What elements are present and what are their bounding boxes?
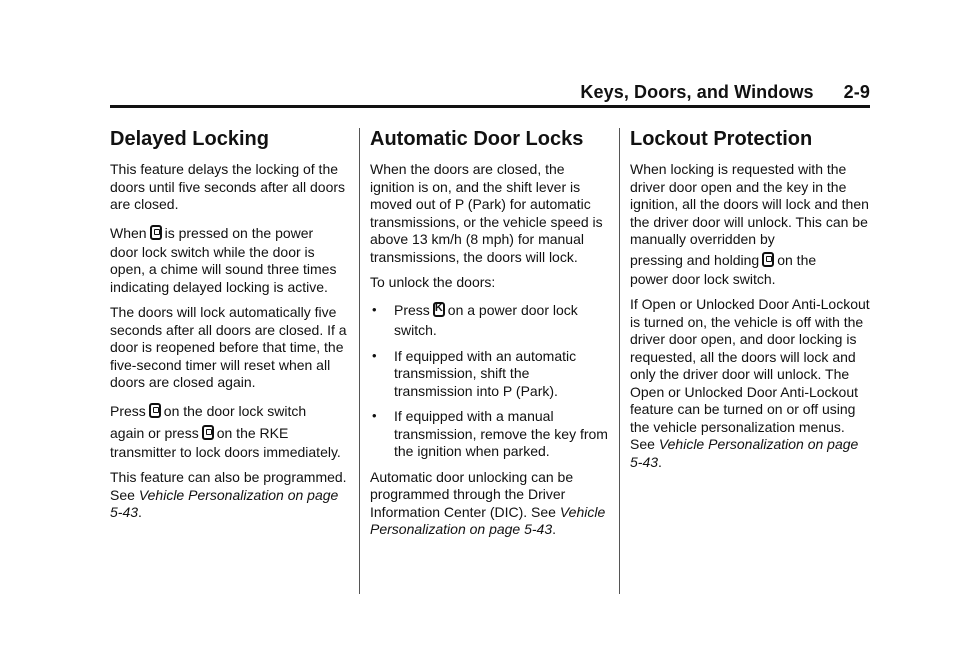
cross-reference: Vehicle Personalization on page 5-43 (630, 436, 859, 470)
list-item: • If equipped with a manual transmission, remove the key from the ignition when parked. (370, 408, 608, 461)
paragraph: Automatic door unlocking can be programmed through the Driver Information Center (DIC). See Vehicle Personalization on page 5-43. (370, 468, 606, 537)
column-lockout-protection (630, 128, 870, 479)
paragraph: When is pressed on the power door lock switch while the door is open, a chime will sound three times indicating delayed locking is active. (110, 224, 337, 295)
lock-key-icon (149, 403, 161, 418)
cross-reference: Vehicle Personalization on page 5-43 (110, 486, 339, 520)
list-item: • If equipped with an automatic transmission, shift the transmission into P (Park). (370, 348, 608, 401)
paragraph: The doors will lock automatically five seconds after all doors are closed. If a door is reopened before that time, the five-second timer will reset when all doors are closed again. (110, 304, 347, 390)
unlock-key-icon (433, 302, 445, 317)
lock-key-icon (150, 225, 162, 240)
column-automatic-door-locks (370, 128, 608, 547)
header-rule (110, 105, 870, 108)
section-title: Keys, Doors, and Windows (580, 82, 814, 102)
cross-reference: Vehicle Personalization on page 5-43 (370, 503, 606, 537)
heading-lockout-protection: Lockout Protection (630, 128, 813, 150)
lock-key-icon (202, 425, 214, 440)
page-number: 2-9 (843, 82, 870, 102)
list-item: • PressK on a power door lock switch. (370, 300, 608, 340)
heading-delayed-locking: Delayed Locking (110, 128, 269, 150)
paragraph: Press on the door lock switch again or press on the RKE transmitter to lock doors immediately. (110, 402, 341, 460)
page-header (580, 82, 870, 103)
paragraph: When the doors are closed, the ignition is on, and the shift lever is moved out of P (Park) for automatic transmissions, or the vehicle speed is above 13 km/h (8 mph) for manual transmissions, the doors will lock. (370, 161, 603, 265)
column-divider-1 (359, 128, 360, 594)
heading-automatic-door-locks: Automatic Door Locks (370, 128, 584, 150)
paragraph: To unlock the doors: (370, 274, 496, 290)
column-divider-2 (619, 128, 620, 594)
paragraph: This feature delays the locking of the doors until five seconds after all doors are closed. (110, 161, 346, 212)
bullet-list (370, 300, 608, 461)
paragraph: This feature can also be programmed. See Vehicle Personalization on page 5-43. (110, 469, 347, 520)
paragraph: When locking is requested with the driver door open and the key in the ignition, all the doors will lock and then the driver door will unlock. This can be manually overridden by pressing and holding on the power door lock switch. (630, 161, 869, 287)
lock-key-icon (762, 252, 774, 267)
paragraph: If Open or Unlocked Door Anti-Lockout is turned on, the vehicle is off with the driver door open, and door locking is requested, all the doors will lock and only the driver door will unlock. The Open or Unlocked Door Anti-Lockout feature can be turned on or off using the vehicle personalization menus. See Vehicle Personalization on page 5-43. (630, 296, 870, 470)
column-delayed-locking (110, 128, 348, 530)
